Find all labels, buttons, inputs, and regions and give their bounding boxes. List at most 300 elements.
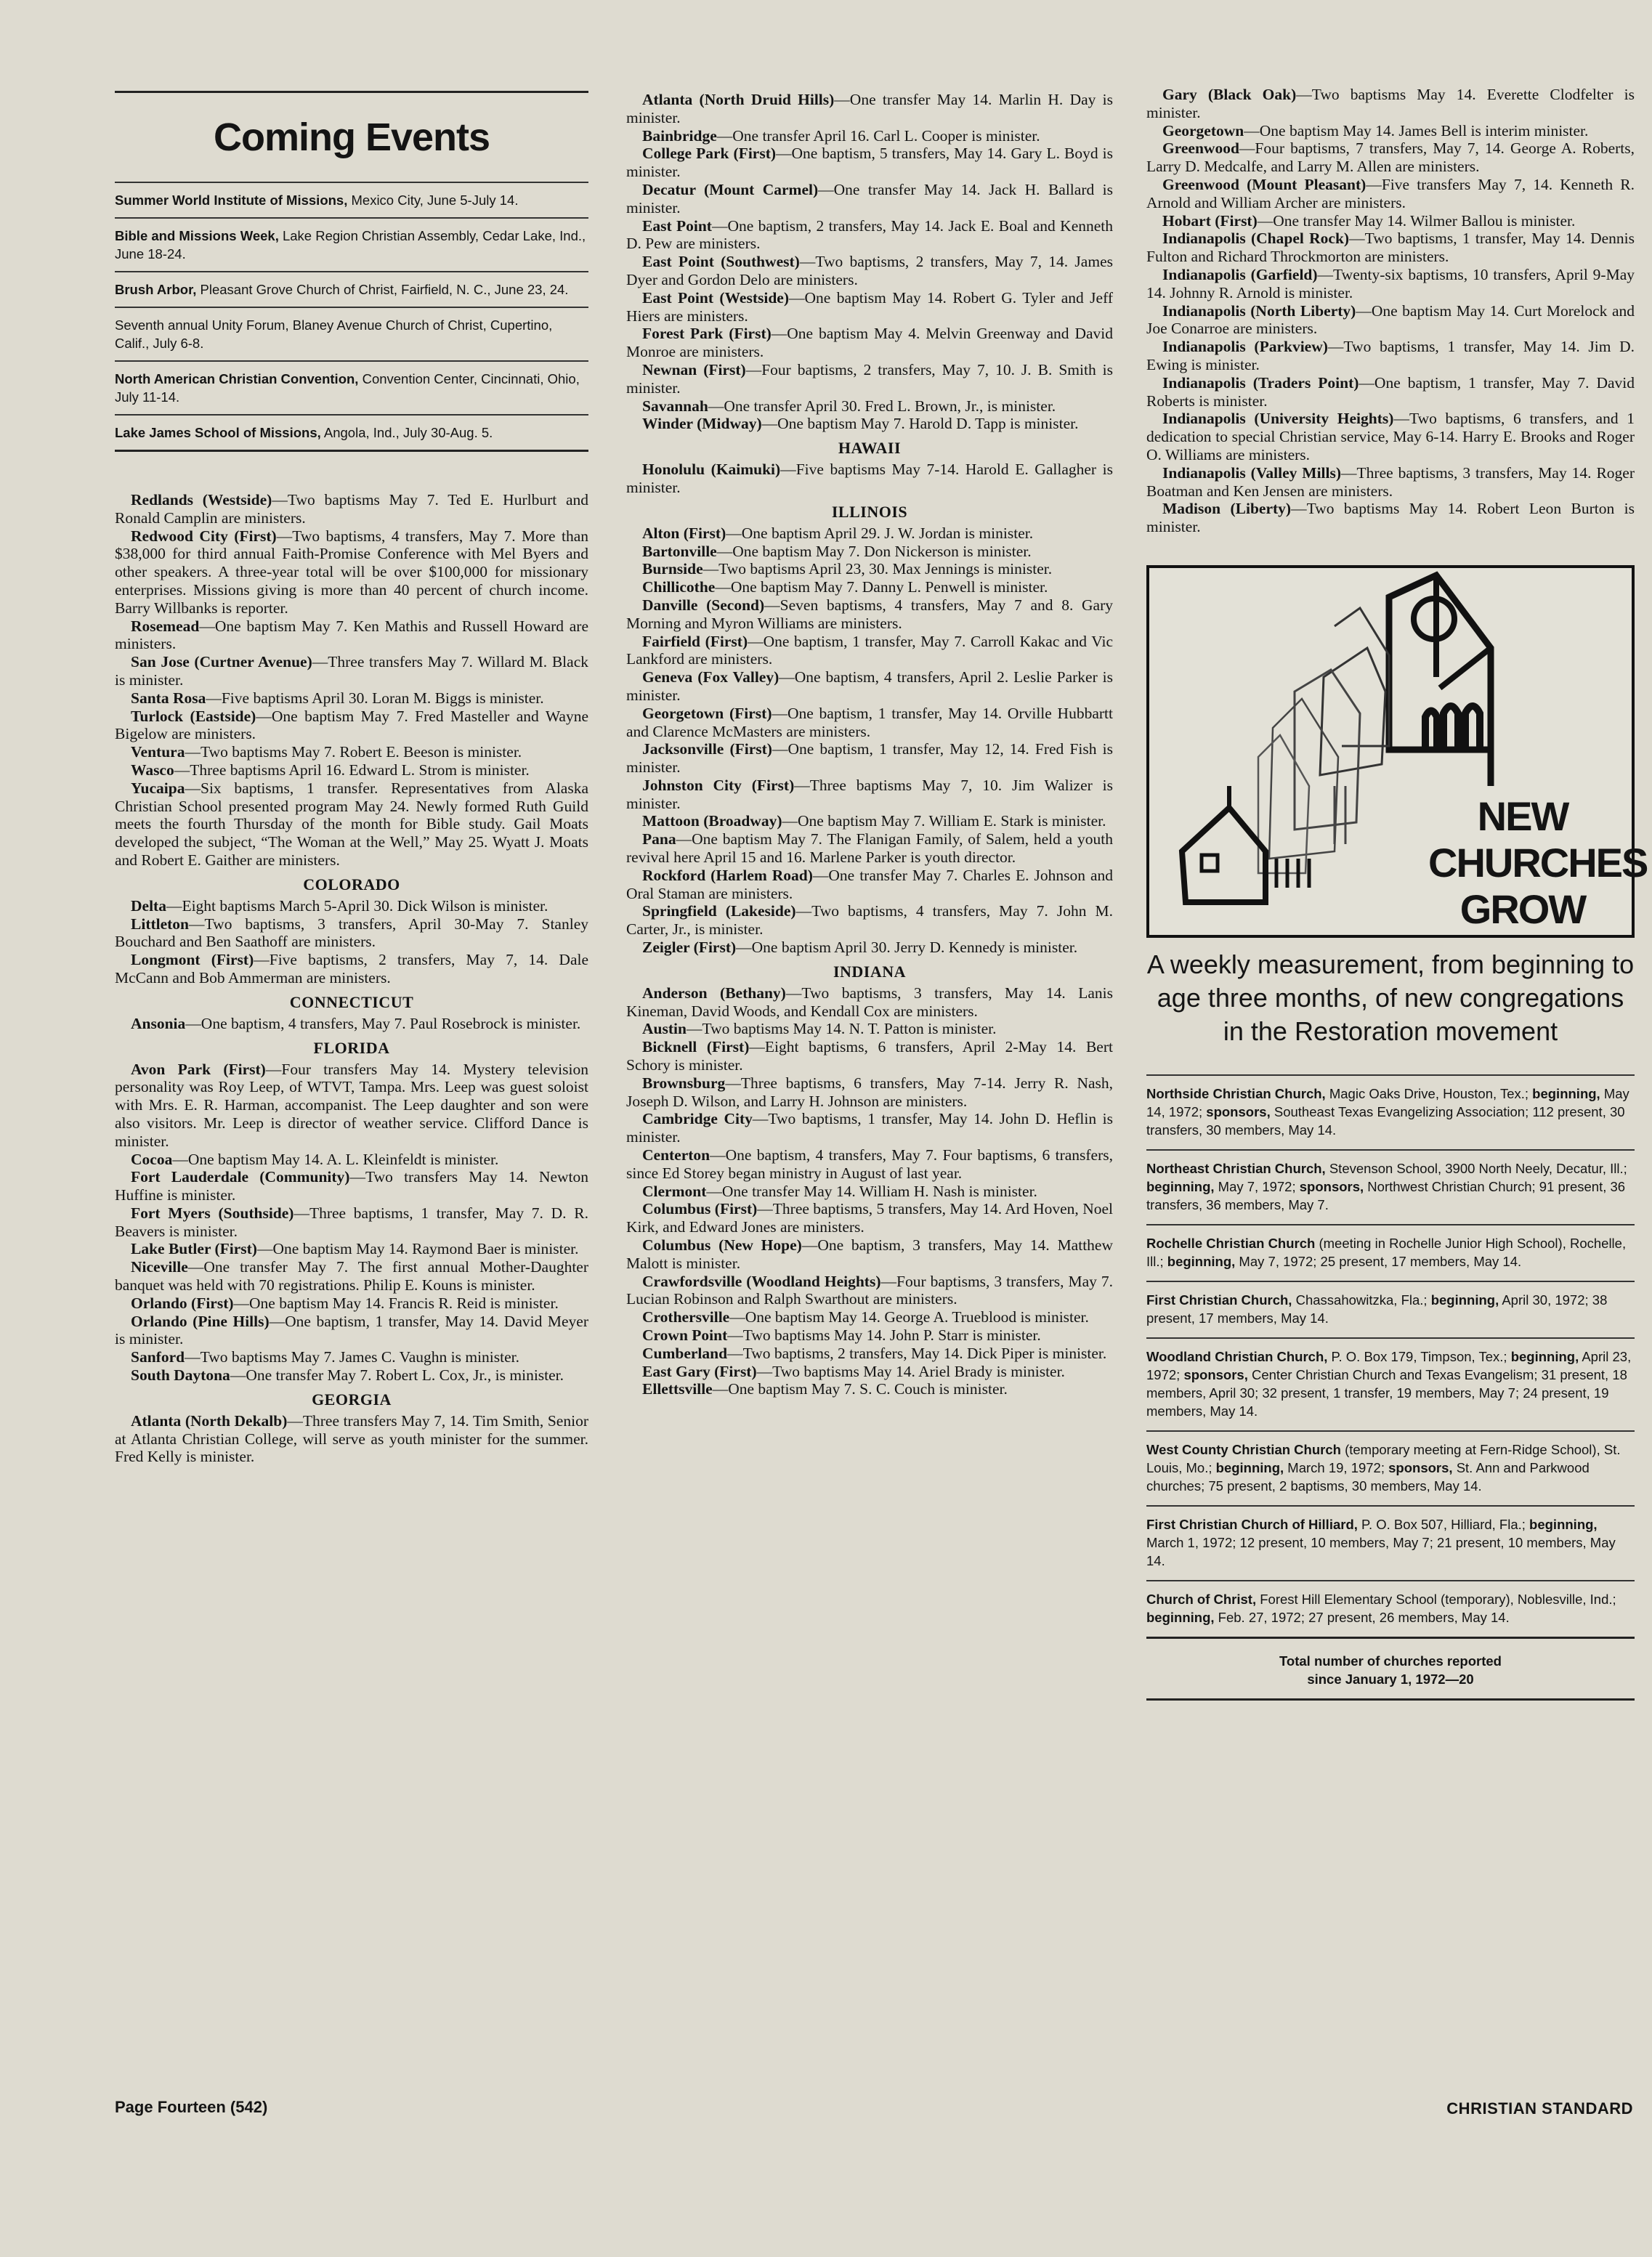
report-text: —Two baptisms, 3 transfers, April 30-May 7. Stanley Bouchard and Ben Saathoff are ministers. <box>115 915 588 951</box>
church-report <box>626 578 1113 596</box>
new-church-entry <box>1146 1505 1635 1580</box>
report-text: —Two baptisms, 3 transfers, May 14. Lanis Kineman, David Woods, and Kendall Cox are ministers. <box>626 984 1113 1020</box>
church-name: Madison (Liberty) <box>1162 500 1292 518</box>
church-report <box>1146 122 1635 140</box>
event-name: Lake James School of Missions, <box>115 425 321 440</box>
hawaii-entries <box>626 461 1113 497</box>
state-heading-colorado: COLORADO <box>303 875 400 894</box>
church-report <box>626 984 1113 1021</box>
church-name: East Point (Westside) <box>642 288 789 307</box>
church-name: Forest Park (First) <box>642 325 772 343</box>
event-item <box>115 307 588 360</box>
church-name: Georgetown <box>1162 121 1244 139</box>
event-name: Brush Arbor, <box>115 282 197 297</box>
church-report <box>626 1020 1113 1038</box>
report-text: —One baptism, 1 transfer, May 7. David Roberts is minister. <box>1146 373 1635 410</box>
church-report <box>626 812 1113 830</box>
event-item <box>115 217 588 271</box>
event-name: North American Christian Convention, <box>115 371 359 386</box>
church-name: Indianapolis (North Liberty) <box>1162 301 1356 320</box>
church-name: Indianapolis (Valley Mills) <box>1162 463 1342 482</box>
church-report <box>626 1146 1113 1183</box>
report-text: —Three transfers May 7, 14. Tim Smith, Senior at Atlanta Christian College, will serve as youth minister for the summer. Fred Kelly is minister. <box>115 1411 588 1466</box>
church-report <box>626 560 1113 578</box>
report-text: —Two baptisms, 6 transfers, and 1 dedication to special Christian service, May 6-14. Harry E. Brooks and Roger O. Williams are ministers. <box>1146 410 1635 463</box>
church-report <box>626 1363 1113 1381</box>
church-name: Longmont (First) <box>131 951 254 969</box>
report-text: —Two baptisms, 4 transfers, May 7. John M. Carter, Jr., is minister. <box>626 902 1113 939</box>
report-text: —Two baptisms May 14. Ariel Brady is minister. <box>756 1362 1065 1380</box>
church-report <box>115 743 588 761</box>
church-report <box>1146 464 1635 501</box>
church-report <box>115 1348 588 1366</box>
church-name: East Gary (First) <box>642 1362 757 1380</box>
church-name: Cambridge City <box>642 1110 753 1128</box>
church-report <box>1146 139 1635 176</box>
new-churches-list <box>1146 1074 1635 1637</box>
church-report <box>115 617 588 654</box>
event-name: Summer World Institute of Missions, <box>115 193 348 208</box>
church-name: Avon Park (First) <box>131 1060 266 1078</box>
coming-events-title: Coming Events <box>213 116 490 159</box>
church-report <box>626 1308 1113 1326</box>
new-church-entry <box>1146 1281 1635 1337</box>
church-name: Jacksonville (First) <box>642 740 772 758</box>
church-report <box>626 325 1113 361</box>
church-report <box>115 915 588 952</box>
report-text: —Two baptisms, 1 transfer, May 14. John D. Heflin is minister. <box>626 1110 1114 1146</box>
report-text: —One baptism May 7. Harold D. Tapp is minister. <box>761 415 1079 433</box>
church-name: Decatur (Mount Carmel) <box>642 180 819 198</box>
report-text: —Three baptisms May 7, 10. Jim Walizer is minister. <box>626 776 1113 812</box>
page-number: Page Fourteen (542) <box>115 2098 268 2116</box>
report-text: —Four baptisms, 2 transfers, May 7, 10. J. B. Smith is minister. <box>626 360 1113 397</box>
church-name: Savannah <box>642 397 708 415</box>
church-name: Fort Lauderdale (Community) <box>131 1168 350 1186</box>
report-text: —Two transfers May 14. Newton Huffine is minister. <box>115 1168 588 1204</box>
church-report <box>1146 410 1635 463</box>
state-heading-georgia: GEORGIA <box>312 1390 392 1409</box>
new-church-detail: P. O. Box 179, Timpson, Tex.; beginning, April 23, 1972; sponsors, Center Christian Church and Texas Evangelism; 31 present, 18 members, April 30; 32 present, 1 transfer, 19 members, May 7; 24 present, 19 members, May 14. <box>1146 1348 1632 1419</box>
report-text: —One baptism May 14. Francis R. Reid is minister. <box>233 1294 559 1312</box>
report-text: —One baptism, 5 transfers, May 14. Gary L. Boyd is minister. <box>626 145 1114 181</box>
event-item <box>115 182 588 217</box>
report-text: —One baptism, 1 transfer, May 7. Carroll Kakac and Vic Lankford are ministers. <box>626 632 1113 668</box>
report-text: —Two baptisms May 14. N. T. Patton is minister. <box>686 1020 997 1038</box>
report-text: —Two baptisms, 4 transfers, May 7. More than $38,000 for third annual Faith-Promise Conference with Mel Byers and other speakers. A three-year total will be over $100,000 for missionary enterprises. Missions giving is more than 40 percent of church income. Barry Willbanks is reporter. <box>115 527 588 617</box>
church-name: Indianapolis (University Heights) <box>1162 410 1394 428</box>
event-detail: Angola, Ind., July 30-Aug. 5. <box>320 425 493 440</box>
event-item <box>115 414 588 450</box>
church-name: Atlanta (North Druid Hills) <box>642 91 835 108</box>
church-report <box>1146 176 1635 212</box>
report-text: —Five baptisms May 7-14. Harold E. Gallagher is minister. <box>626 461 1113 496</box>
state-heading-connecticut: CONNECTICUT <box>289 992 414 1011</box>
church-name: Pana <box>642 830 676 848</box>
church-report <box>1146 500 1635 536</box>
report-text: —One baptism May 7. Danny L. Penwell is minister. <box>715 578 1048 596</box>
church-report <box>115 1204 588 1241</box>
church-report <box>115 951 588 987</box>
divider <box>115 450 588 452</box>
church-name: Delta <box>131 896 166 915</box>
florida-entries <box>115 1061 588 1385</box>
report-text: —One baptism May 7. Fred Masteller and Wayne Bigelow are ministers. <box>115 707 588 743</box>
report-text: —One baptism, 4 transfers, May 7. Paul Rosebrock is minister. <box>185 1014 581 1032</box>
new-church-name: West County Christian Church <box>1146 1441 1341 1457</box>
logo-line-new: NEW <box>1477 793 1568 839</box>
report-text: —Three baptisms April 16. Edward L. Strom is minister. <box>174 761 530 779</box>
illinois-entries <box>626 524 1113 957</box>
new-church-name: Northeast Christian Church, <box>1146 1160 1326 1176</box>
tagline: A weekly measurement, from beginning to age three months, of new congregations in the Restoration movement <box>1146 949 1635 1046</box>
church-name: East Point <box>642 216 712 235</box>
church-report <box>115 761 588 779</box>
church-report <box>626 415 1113 433</box>
new-church-name: Rochelle Christian Church <box>1146 1235 1316 1251</box>
column-3 <box>1146 86 1648 1701</box>
church-report <box>626 1345 1113 1363</box>
report-text: —Five baptisms, 2 transfers, May 7, 14. Dale McCann and Bob Ammerman are ministers. <box>115 951 589 986</box>
church-report <box>626 668 1113 705</box>
church-report <box>626 939 1113 957</box>
church-report <box>626 705 1113 741</box>
church-report <box>115 689 588 708</box>
church-name: Santa Rosa <box>131 689 206 707</box>
church-name: Zeigler (First) <box>642 939 737 957</box>
report-text: —Two baptisms May 14. Everette Clodfelter is minister. <box>1146 86 1635 121</box>
church-name: Austin <box>642 1020 687 1038</box>
total-line-2: since January 1, 1972—20 <box>1307 1671 1474 1687</box>
new-church-name: First Christian Church, <box>1146 1292 1292 1308</box>
church-name: Cumberland <box>642 1344 728 1362</box>
church-name: Alton (First) <box>642 524 726 542</box>
report-text: —One transfer May 7. The first annual Mother-Daughter banquet was held with 70 registrations. Philip E. Kouns is minister. <box>115 1258 588 1294</box>
state-heading-hawaii: HAWAII <box>838 439 902 458</box>
divider <box>1146 1698 1635 1701</box>
church-name: Wasco <box>131 761 174 779</box>
church-name: Indianapolis (Garfield) <box>1162 265 1318 283</box>
church-name: Yucaipa <box>131 779 185 797</box>
church-report <box>1146 86 1635 122</box>
report-text: —One baptism April 30. Jerry D. Kennedy is minister. <box>736 939 1078 957</box>
church-report <box>626 1326 1113 1345</box>
church-report <box>626 1074 1113 1111</box>
church-report <box>1146 302 1635 339</box>
report-text: —One baptism May 7. S. C. Couch is minister. <box>712 1380 1008 1398</box>
church-report <box>626 902 1113 939</box>
church-report <box>115 779 588 870</box>
new-church-entry <box>1146 1580 1635 1637</box>
report-text: —Two baptisms May 7. James C. Vaughn is minister. <box>185 1348 520 1366</box>
report-text: —One baptism May 14. James Bell is interim minister. <box>1244 121 1589 139</box>
church-name: Bartonville <box>642 542 717 560</box>
event-detail: Lake Region Christian Assembly, Cedar Lake, Ind., June 18-24. <box>115 228 586 262</box>
connecticut-entries <box>115 1015 588 1033</box>
church-report <box>626 740 1113 777</box>
church-name: Redwood City (First) <box>131 527 277 545</box>
report-text: —Four baptisms, 3 transfers, May 7. Lucian Robinson and Ralph Swarthout are ministers. <box>626 1272 1113 1308</box>
church-report <box>626 867 1113 903</box>
new-church-entry <box>1146 1337 1635 1430</box>
report-text: —One baptism, 3 transfers, May 14. Matthew Malott is minister. <box>626 1236 1113 1272</box>
report-text: —One baptism May 14. George A. Trueblood is minister. <box>729 1308 1089 1326</box>
church-name: Hobart (First) <box>1162 211 1258 230</box>
report-text: —One baptism May 7. The Flanigan Family, of Salem, held a youth revival here April 15 and 16. Marlene Parker is youth director. <box>626 830 1113 867</box>
church-report <box>1146 212 1635 230</box>
church-name: Gary (Black Oak) <box>1162 86 1297 103</box>
church-report <box>626 461 1113 497</box>
new-church-detail: (meeting in Rochelle Junior High School), Rochelle, Ill.; beginning, May 7, 1972; 25 present, 17 members, May 14. <box>1146 1235 1627 1269</box>
new-church-entry <box>1146 1224 1635 1281</box>
new-church-name: Northside Christian Church, <box>1146 1085 1326 1101</box>
church-report <box>1146 266 1635 302</box>
colorado-entries <box>115 897 588 987</box>
new-church-name: Church of Christ, <box>1146 1591 1257 1607</box>
church-name: San Jose (Curtner Avenue) <box>131 653 312 671</box>
report-text: —One baptism May 7. Ken Mathis and Russell Howard are ministers. <box>115 617 588 653</box>
church-name: Sanford <box>131 1348 185 1366</box>
church-name: Turlock (Eastside) <box>131 707 256 725</box>
report-text: —One baptism May 14. Raymond Baer is minister. <box>256 1240 579 1258</box>
event-detail: Convention Center, Cincinnati, Ohio, July 11-14. <box>115 371 580 405</box>
church-name: Columbus (New Hope) <box>642 1236 802 1255</box>
church-name: Danville (Second) <box>642 596 765 614</box>
church-name: Crothersville <box>642 1308 730 1326</box>
church-report <box>626 777 1113 813</box>
church-report <box>115 1366 588 1385</box>
church-name: Littleton <box>131 915 190 933</box>
church-report <box>115 1258 588 1294</box>
church-report <box>626 91 1113 127</box>
report-text: —Two baptisms May 7. Robert E. Beeson is minister. <box>185 743 522 761</box>
church-name: Geneva (Fox Valley) <box>642 668 780 686</box>
church-report <box>626 217 1113 254</box>
report-text: —Eight baptisms, 6 transfers, April 2-May 14. Bert Schory is minister. <box>626 1038 1113 1074</box>
event-detail: Mexico City, June 5-July 14. <box>347 193 519 208</box>
report-text: —One baptism May 7. Don Nickerson is minister. <box>716 542 1032 560</box>
church-report <box>115 1015 588 1033</box>
church-name: Centerton <box>642 1146 710 1164</box>
new-church-detail: Forest Hill Elementary School (temporary), Noblesville, Ind.; beginning, Feb. 27, 1972; 27 present, 26 members, May 14. <box>1146 1591 1616 1625</box>
report-text: —One transfer May 14. Jack H. Ballard is minister. <box>626 180 1113 216</box>
report-text: —One baptism, 2 transfers, May 14. Jack E. Boal and Kenneth D. Pew are ministers. <box>626 216 1114 253</box>
church-report <box>1146 374 1635 410</box>
report-text: —Six baptisms, 1 transfer. Representatives from Alaska Christian School presented program May 24. Newly formed Ruth Guild meets the fourth Thursday of the month for Bible study. Gail Moats developed the subject, “The Woman at the Well,” May 25. Wyatt J. Moats and Robert E. Gaither are ministers. <box>115 779 588 869</box>
indiana-entries <box>626 984 1113 1398</box>
church-name: Chillicothe <box>642 578 716 596</box>
church-name: Newnan (First) <box>642 360 746 378</box>
report-text: —Five transfers May 7, 14. Kenneth R. Arnold and William Archer are ministers. <box>1146 175 1635 211</box>
georgia-entries <box>115 1412 588 1466</box>
church-name: Indianapolis (Chapel Rock) <box>1162 230 1350 248</box>
church-name: Indianapolis (Parkview) <box>1162 338 1328 356</box>
church-report <box>626 633 1113 669</box>
church-report <box>626 1183 1113 1201</box>
divider <box>115 91 588 93</box>
report-text: —One baptism May 14. Curt Morelock and Joe Conarroe are ministers. <box>1146 301 1635 338</box>
church-report <box>626 1110 1113 1146</box>
church-name: Fort Myers (Southside) <box>131 1204 294 1222</box>
church-report <box>115 708 588 744</box>
church-report <box>626 361 1113 397</box>
church-name: Cocoa <box>131 1150 173 1168</box>
new-church-detail: (temporary meeting at Fern-Ridge School), St. Louis, Mo.; beginning, March 19, 1972; sponsors, St. Ann and Parkwood churches; 75 present, 2 baptisms, 30 members, May 14. <box>1146 1441 1621 1494</box>
report-text: —Two baptisms, 1 transfer, May 14. Dennis Fulton and Richard Throckmorton are ministers. <box>1146 230 1635 266</box>
church-name: Greenwood (Mount Pleasant) <box>1162 175 1366 193</box>
indiana-entries-cont <box>1146 86 1635 536</box>
church-name: College Park (First) <box>642 145 777 163</box>
report-text: —Two baptisms May 14. Robert Leon Burton is minister. <box>1146 500 1635 536</box>
church-name: Bainbridge <box>642 126 717 145</box>
church-name: Mattoon (Broadway) <box>642 812 782 830</box>
church-name: Brownsburg <box>642 1074 726 1092</box>
church-name: East Point (Southwest) <box>642 253 800 271</box>
report-text: —Seven baptisms, 4 transfers, May 7 and 8. Gary Morning and Myron Williams are ministers. <box>626 596 1113 632</box>
church-report <box>626 524 1113 543</box>
state-heading-illinois: ILLINOIS <box>831 502 908 521</box>
new-church-detail: Magic Oaks Drive, Houston, Tex.; beginning, May 14, 1972; sponsors, Southeast Texas Evangelizing Association; 112 present, 30 transfers, 30 members, May 14. <box>1146 1085 1629 1138</box>
new-church-entry <box>1146 1149 1635 1224</box>
church-report <box>115 1151 588 1169</box>
column-2 <box>626 91 1113 1398</box>
coming-events-list <box>115 182 588 450</box>
church-name: Fairfield (First) <box>642 632 748 650</box>
church-report <box>626 1038 1113 1074</box>
event-detail: Pleasant Grove Church of Christ, Fairfield, N. C., June 23, 24. <box>196 282 569 297</box>
total-line-1: Total number of churches reported <box>1279 1653 1502 1669</box>
church-name: Ventura <box>131 743 185 761</box>
report-text: —One baptism, 4 transfers, April 2. Leslie Parker is minister. <box>626 668 1114 704</box>
church-report <box>1146 230 1635 266</box>
church-name: Crawfordsville (Woodland Heights) <box>642 1272 881 1290</box>
report-text: —Two baptisms, 2 transfers, May 14. Dick Piper is minister. <box>727 1344 1107 1362</box>
report-text: —One baptism, 1 transfer, May 14. David Meyer is minister. <box>115 1312 588 1348</box>
church-report <box>626 289 1113 325</box>
report-text: —One baptism April 29. J. W. Jordan is minister. <box>726 524 1034 542</box>
church-report <box>626 397 1113 416</box>
report-text: —Eight baptisms March 5-April 30. Dick Wilson is minister. <box>166 896 548 915</box>
church-name: Indianapolis (Traders Point) <box>1162 373 1359 392</box>
church-name: Crown Point <box>642 1326 728 1344</box>
church-name: Greenwood <box>1162 139 1239 158</box>
new-church-detail: Stevenson School, 3900 North Neely, Decatur, Ill.; beginning, May 7, 1972; sponsors, Northwest Christian Church; 91 present, 36 transfers, 36 members, May 7. <box>1146 1160 1627 1212</box>
church-name: Winder (Midway) <box>642 415 762 433</box>
church-name: Clermont <box>642 1182 707 1200</box>
church-report <box>626 127 1113 145</box>
church-report <box>626 1200 1113 1236</box>
church-name: Rockford (Harlem Road) <box>642 866 813 884</box>
total-churches <box>1146 1637 1635 1698</box>
church-report <box>115 527 588 617</box>
report-text: —One transfer April 16. Carl L. Cooper is minister. <box>716 126 1040 145</box>
report-text: —Five baptisms April 30. Loran M. Biggs is minister. <box>206 689 544 707</box>
report-text: —One baptism, 4 transfers, May 7. Four baptisms, 6 transfers, since Ed Storey began ministry in August of last year. <box>626 1146 1113 1182</box>
church-name: Anderson (Bethany) <box>642 984 786 1002</box>
church-name: Ellettsville <box>642 1380 713 1398</box>
church-name: Columbus (First) <box>642 1200 758 1218</box>
new-church-detail: P. O. Box 507, Hilliard, Fla.; beginning, March 1, 1972; 12 present, 10 members, May 7; 21 present, 10 members, May 14. <box>1146 1516 1616 1568</box>
church-name: Burnside <box>642 560 703 578</box>
event-detail: Seventh annual Unity Forum, Blaney Avenue Church of Christ, Cupertino, Calif., July 6-8. <box>115 317 553 351</box>
church-name: Johnston City (First) <box>642 776 795 794</box>
publication-name: CHRISTIAN STANDARD <box>1446 2099 1633 2118</box>
georgia-entries-cont <box>626 91 1113 433</box>
report-text: —One baptism May 14. Robert G. Tyler and Jeff Hiers are ministers. <box>626 288 1114 325</box>
church-report <box>626 145 1113 181</box>
report-text: —One transfer May 7. Robert L. Cox, Jr., is minister. <box>230 1366 564 1385</box>
report-text: —Three baptisms, 3 transfers, May 14. Roger Boatman and Ken Jensen are ministers. <box>1146 463 1635 500</box>
report-text: —Three transfers May 7. Willard M. Black is minister. <box>115 653 588 689</box>
logo-line-churches: CHURCHES <box>1428 839 1648 886</box>
new-churches-grow-logo <box>1146 565 1648 938</box>
event-item <box>115 271 588 307</box>
state-heading-florida: FLORIDA <box>313 1038 390 1057</box>
church-report <box>626 1273 1113 1309</box>
event-name: Bible and Missions Week, <box>115 228 279 243</box>
report-text: —Twenty-six baptisms, 10 transfers, April 9-May 14. Johnny R. Arnold is minister. <box>1146 265 1635 301</box>
church-report <box>115 653 588 689</box>
church-name: Orlando (Pine Hills) <box>131 1312 270 1330</box>
church-report <box>115 1412 588 1466</box>
church-report <box>626 596 1113 633</box>
report-text: —One baptism, 1 transfer, May 14. Orville Hubbartt and Clarence McMasters are ministers. <box>626 704 1113 740</box>
church-report <box>115 1168 588 1204</box>
church-report <box>115 1294 588 1313</box>
church-report <box>626 181 1113 217</box>
report-text: —Two baptisms, 1 transfer, May 14. Jim D. Ewing is minister. <box>1146 338 1635 373</box>
church-name: Orlando (First) <box>131 1294 234 1312</box>
church-report <box>626 253 1113 289</box>
state-heading-indiana: INDIANA <box>833 962 907 981</box>
church-report <box>115 491 588 527</box>
report-text: —Two baptisms May 14. John P. Starr is minister. <box>727 1326 1041 1344</box>
report-text: —One baptism May 7. William E. Stark is minister. <box>782 812 1106 830</box>
report-text: —Four transfers May 14. Mystery television personality was Roy Leep, of WTVT, Tampa. Mrs. Leep was guest soloist with Mrs. E. R. Harman, accompanist. The Leep daughter and son were also visitors. Mr. Leep is director of weather service. Clifford Dance is minister. <box>115 1060 588 1150</box>
logo-text <box>1428 793 1648 933</box>
church-name: Lake Butler (First) <box>131 1240 257 1258</box>
church-report <box>115 1313 588 1349</box>
church-report <box>1146 338 1635 374</box>
church-name: Atlanta (North Dekalb) <box>131 1411 288 1430</box>
new-church-name: Woodland Christian Church, <box>1146 1348 1328 1364</box>
church-name: Bicknell (First) <box>642 1038 750 1056</box>
report-text: —One transfer May 14. Marlin H. Day is minister. <box>626 91 1113 126</box>
church-report <box>115 1061 588 1151</box>
report-text: —Two baptisms May 7. Ted E. Hurlburt and Ronald Camplin are ministers. <box>115 491 588 527</box>
report-text: —Two baptisms April 23, 30. Max Jennings is minister. <box>702 560 1053 578</box>
new-church-entry <box>1146 1074 1635 1149</box>
church-name: Honolulu (Kaimuki) <box>642 461 781 479</box>
church-report <box>626 543 1113 561</box>
church-name: Redlands (Westside) <box>131 491 272 508</box>
report-text: —Three baptisms, 5 transfers, May 14. Ard Hoven, Noel Kirk, and Edward Jones are ministers. <box>626 1200 1113 1236</box>
column-1 <box>115 91 588 1466</box>
report-text: —Three baptisms, 1 transfer, May 7. D. R. Beavers is minister. <box>115 1204 588 1240</box>
report-text: —Two baptisms, 2 transfers, May 7, 14. James Dyer and Gordon Delo are ministers. <box>626 253 1113 288</box>
report-text: —Three baptisms, 6 transfers, May 7-14. Jerry R. Nash, Joseph D. Wilson, and Larry H. Johnson are ministers. <box>626 1074 1113 1110</box>
report-text: —One transfer May 14. Wilmer Ballou is minister. <box>1257 211 1576 230</box>
report-text: —Four baptisms, 7 transfers, May 7, 14. George A. Roberts, Larry D. Medcalfe, and Larry M. Allen are ministers. <box>1146 139 1635 176</box>
church-name: Georgetown (First) <box>642 704 772 722</box>
church-report <box>626 1236 1113 1273</box>
california-entries <box>115 491 588 870</box>
report-text: —One baptism May 4. Melvin Greenway and David Monroe are ministers. <box>626 325 1113 361</box>
church-name: Niceville <box>131 1258 188 1276</box>
new-church-entry <box>1146 1430 1635 1505</box>
logo-line-grow: GROW <box>1459 886 1586 932</box>
new-church-name: First Christian Church of Hilliard, <box>1146 1516 1358 1532</box>
